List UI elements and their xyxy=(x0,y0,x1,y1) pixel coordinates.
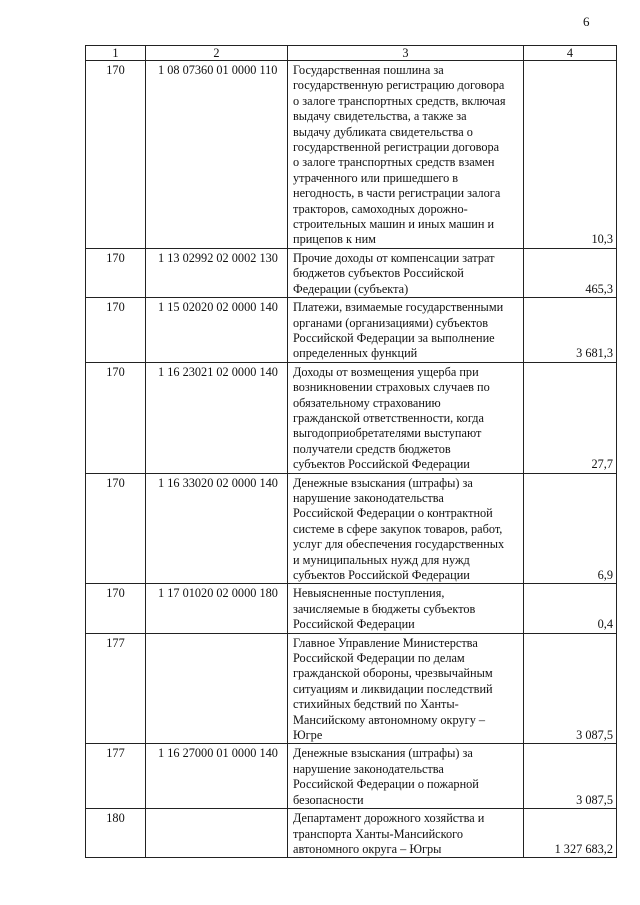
table-body xyxy=(86,61,617,858)
table-row xyxy=(86,633,617,744)
description-line: государственную регистрацию договора xyxy=(293,78,505,93)
table-row xyxy=(86,584,617,633)
description-line: нарушение законодательства xyxy=(293,490,444,505)
budget-classification-code-cell: 1 15 02020 02 0000 140 xyxy=(146,298,288,363)
description-cell xyxy=(288,473,524,584)
description-line: Российской Федерации о контрактной xyxy=(293,506,493,521)
description-line: автономного округа – Югры xyxy=(293,841,442,856)
description-line: выдачу дубликата свидетельства о xyxy=(293,124,473,139)
description-cell xyxy=(288,584,524,633)
description-line: гражданской обороны, чрезвычайным xyxy=(293,666,493,681)
description-line: Платежи, взимаемые государственными xyxy=(293,300,504,315)
admin-code-cell: 170 xyxy=(86,248,146,297)
description-line: строительных машин и иных машин и xyxy=(293,217,495,232)
description-line: государственной регистрации договора xyxy=(293,140,500,155)
header-row xyxy=(86,46,617,61)
description-line: Российской Федерации по делам xyxy=(293,651,465,666)
description-line: стихийных бедствий по Ханты- xyxy=(293,697,459,712)
description-line: бюджетов субъектов Российской xyxy=(293,266,464,281)
description-line: прицепов к ним xyxy=(293,232,376,247)
revenue-table xyxy=(85,45,617,858)
admin-code-cell: 180 xyxy=(86,809,146,858)
budget-classification-code-cell: 1 16 23021 02 0000 140 xyxy=(146,362,288,473)
admin-code-cell: 170 xyxy=(86,473,146,584)
budget-classification-code-cell: 1 13 02992 02 0002 130 xyxy=(146,248,288,297)
description-line: гражданской ответственности, когда xyxy=(293,410,484,425)
description-line: возникновении страховых случаев по xyxy=(293,380,490,395)
description-line: субъектов Российской Федерации xyxy=(293,568,470,582)
description-line: Российской Федерации о пожарной xyxy=(293,777,479,792)
table-row xyxy=(86,362,617,473)
page-number: 6 xyxy=(583,14,590,29)
budget-classification-code-cell: 1 16 27000 01 0000 140 xyxy=(146,744,288,809)
admin-code-cell: 177 xyxy=(86,744,146,809)
table-row xyxy=(86,744,617,809)
description-line: ситуациям и ликвидации последствий xyxy=(293,681,493,696)
table-row xyxy=(86,473,617,584)
description-line: Денежные взыскания (штрафы) за xyxy=(293,746,473,761)
amount-cell: 3 087,5 xyxy=(524,633,617,744)
description-line: Денежные взыскания (штрафы) за xyxy=(293,475,473,490)
description-line: обязательному страхованию xyxy=(293,395,441,410)
description-line: Российской Федерации xyxy=(293,617,415,632)
description-line: Мансийскому автономному округу – xyxy=(293,712,486,727)
description-line: безопасности xyxy=(293,792,364,807)
admin-code-cell: 170 xyxy=(86,61,146,249)
description-line: выгодоприобретателями выступают xyxy=(293,426,482,441)
table-row xyxy=(86,248,617,297)
table-row xyxy=(86,298,617,363)
description-line: Главное Управление Министерства xyxy=(293,635,478,650)
budget-classification-code-cell: 1 08 07360 01 0000 110 xyxy=(146,61,288,249)
description-line: о залоге транспортных средств, включая xyxy=(293,93,506,108)
amount-cell: 465,3 xyxy=(524,248,617,297)
description-line: нарушение законодательства xyxy=(293,761,444,776)
description-line: получатели средств бюджетов xyxy=(293,441,451,456)
column-header-1: 1 xyxy=(86,46,146,61)
table-row xyxy=(86,61,617,249)
table-row xyxy=(86,809,617,858)
budget-classification-code-cell: 1 17 01020 02 0000 180 xyxy=(146,584,288,633)
amount-cell: 27,7 xyxy=(524,362,617,473)
admin-code-cell: 170 xyxy=(86,298,146,363)
description-line: субъектов Российской Федерации xyxy=(293,457,470,472)
amount-cell: 3 681,3 xyxy=(524,298,617,363)
budget-classification-code-cell: 1 16 33020 02 0000 140 xyxy=(146,473,288,584)
admin-code-cell: 170 xyxy=(86,584,146,633)
amount-cell: 3 087,5 xyxy=(524,744,617,809)
admin-code-cell: 170 xyxy=(86,362,146,473)
description-cell xyxy=(288,633,524,744)
column-header-2: 2 xyxy=(146,46,288,61)
budget-classification-code-cell xyxy=(146,633,288,744)
description-line: выдачу свидетельства, а также за xyxy=(293,109,467,124)
description-line: услуг для обеспечения государственных xyxy=(293,537,505,552)
description-line: Прочие доходы от компенсации затрат xyxy=(293,250,495,265)
description-line: тракторов, самоходных дорожно- xyxy=(293,201,468,216)
amount-cell: 0,4 xyxy=(524,584,617,633)
description-line: системе в сфере закупок товаров, работ, xyxy=(293,521,503,536)
column-header-3: 3 xyxy=(288,46,524,61)
description-line: Федерации (субъекта) xyxy=(293,281,409,296)
description-line: о залоге транспортных средств взамен xyxy=(293,155,495,170)
description-cell xyxy=(288,61,524,249)
description-cell xyxy=(288,809,524,858)
budget-classification-code-cell xyxy=(146,809,288,858)
description-line: Невыясненные поступления, xyxy=(293,586,445,601)
description-cell xyxy=(288,362,524,473)
amount-cell: 10,3 xyxy=(524,61,617,249)
description-line: Департамент дорожного хозяйства и xyxy=(293,811,485,826)
table-header xyxy=(86,46,617,61)
admin-code-cell: 177 xyxy=(86,633,146,744)
description-line: негодность, в части регистрации залога xyxy=(293,186,501,201)
description-line: органами (организациями) субъектов xyxy=(293,315,489,330)
description-cell xyxy=(288,248,524,297)
description-line: и муниципальных нужд для нужд xyxy=(293,552,470,567)
description-line: определенных функций xyxy=(293,346,418,361)
amount-cell: 1 327 683,2 xyxy=(524,809,617,858)
description-line: Государственная пошлина за xyxy=(293,63,444,77)
description-line: Доходы от возмещения ущерба при xyxy=(293,364,479,379)
description-line: утраченного или пришедшего в xyxy=(293,170,459,185)
description-line: Югре xyxy=(293,728,323,743)
amount-cell: 6,9 xyxy=(524,473,617,584)
description-cell xyxy=(288,744,524,809)
description-cell xyxy=(288,298,524,363)
description-line: транспорта Ханты-Мансийского xyxy=(293,826,464,841)
column-header-4: 4 xyxy=(524,46,617,61)
description-line: Российской Федерации за выполнение xyxy=(293,330,495,345)
description-line: зачисляемые в бюджеты субъектов xyxy=(293,601,476,616)
